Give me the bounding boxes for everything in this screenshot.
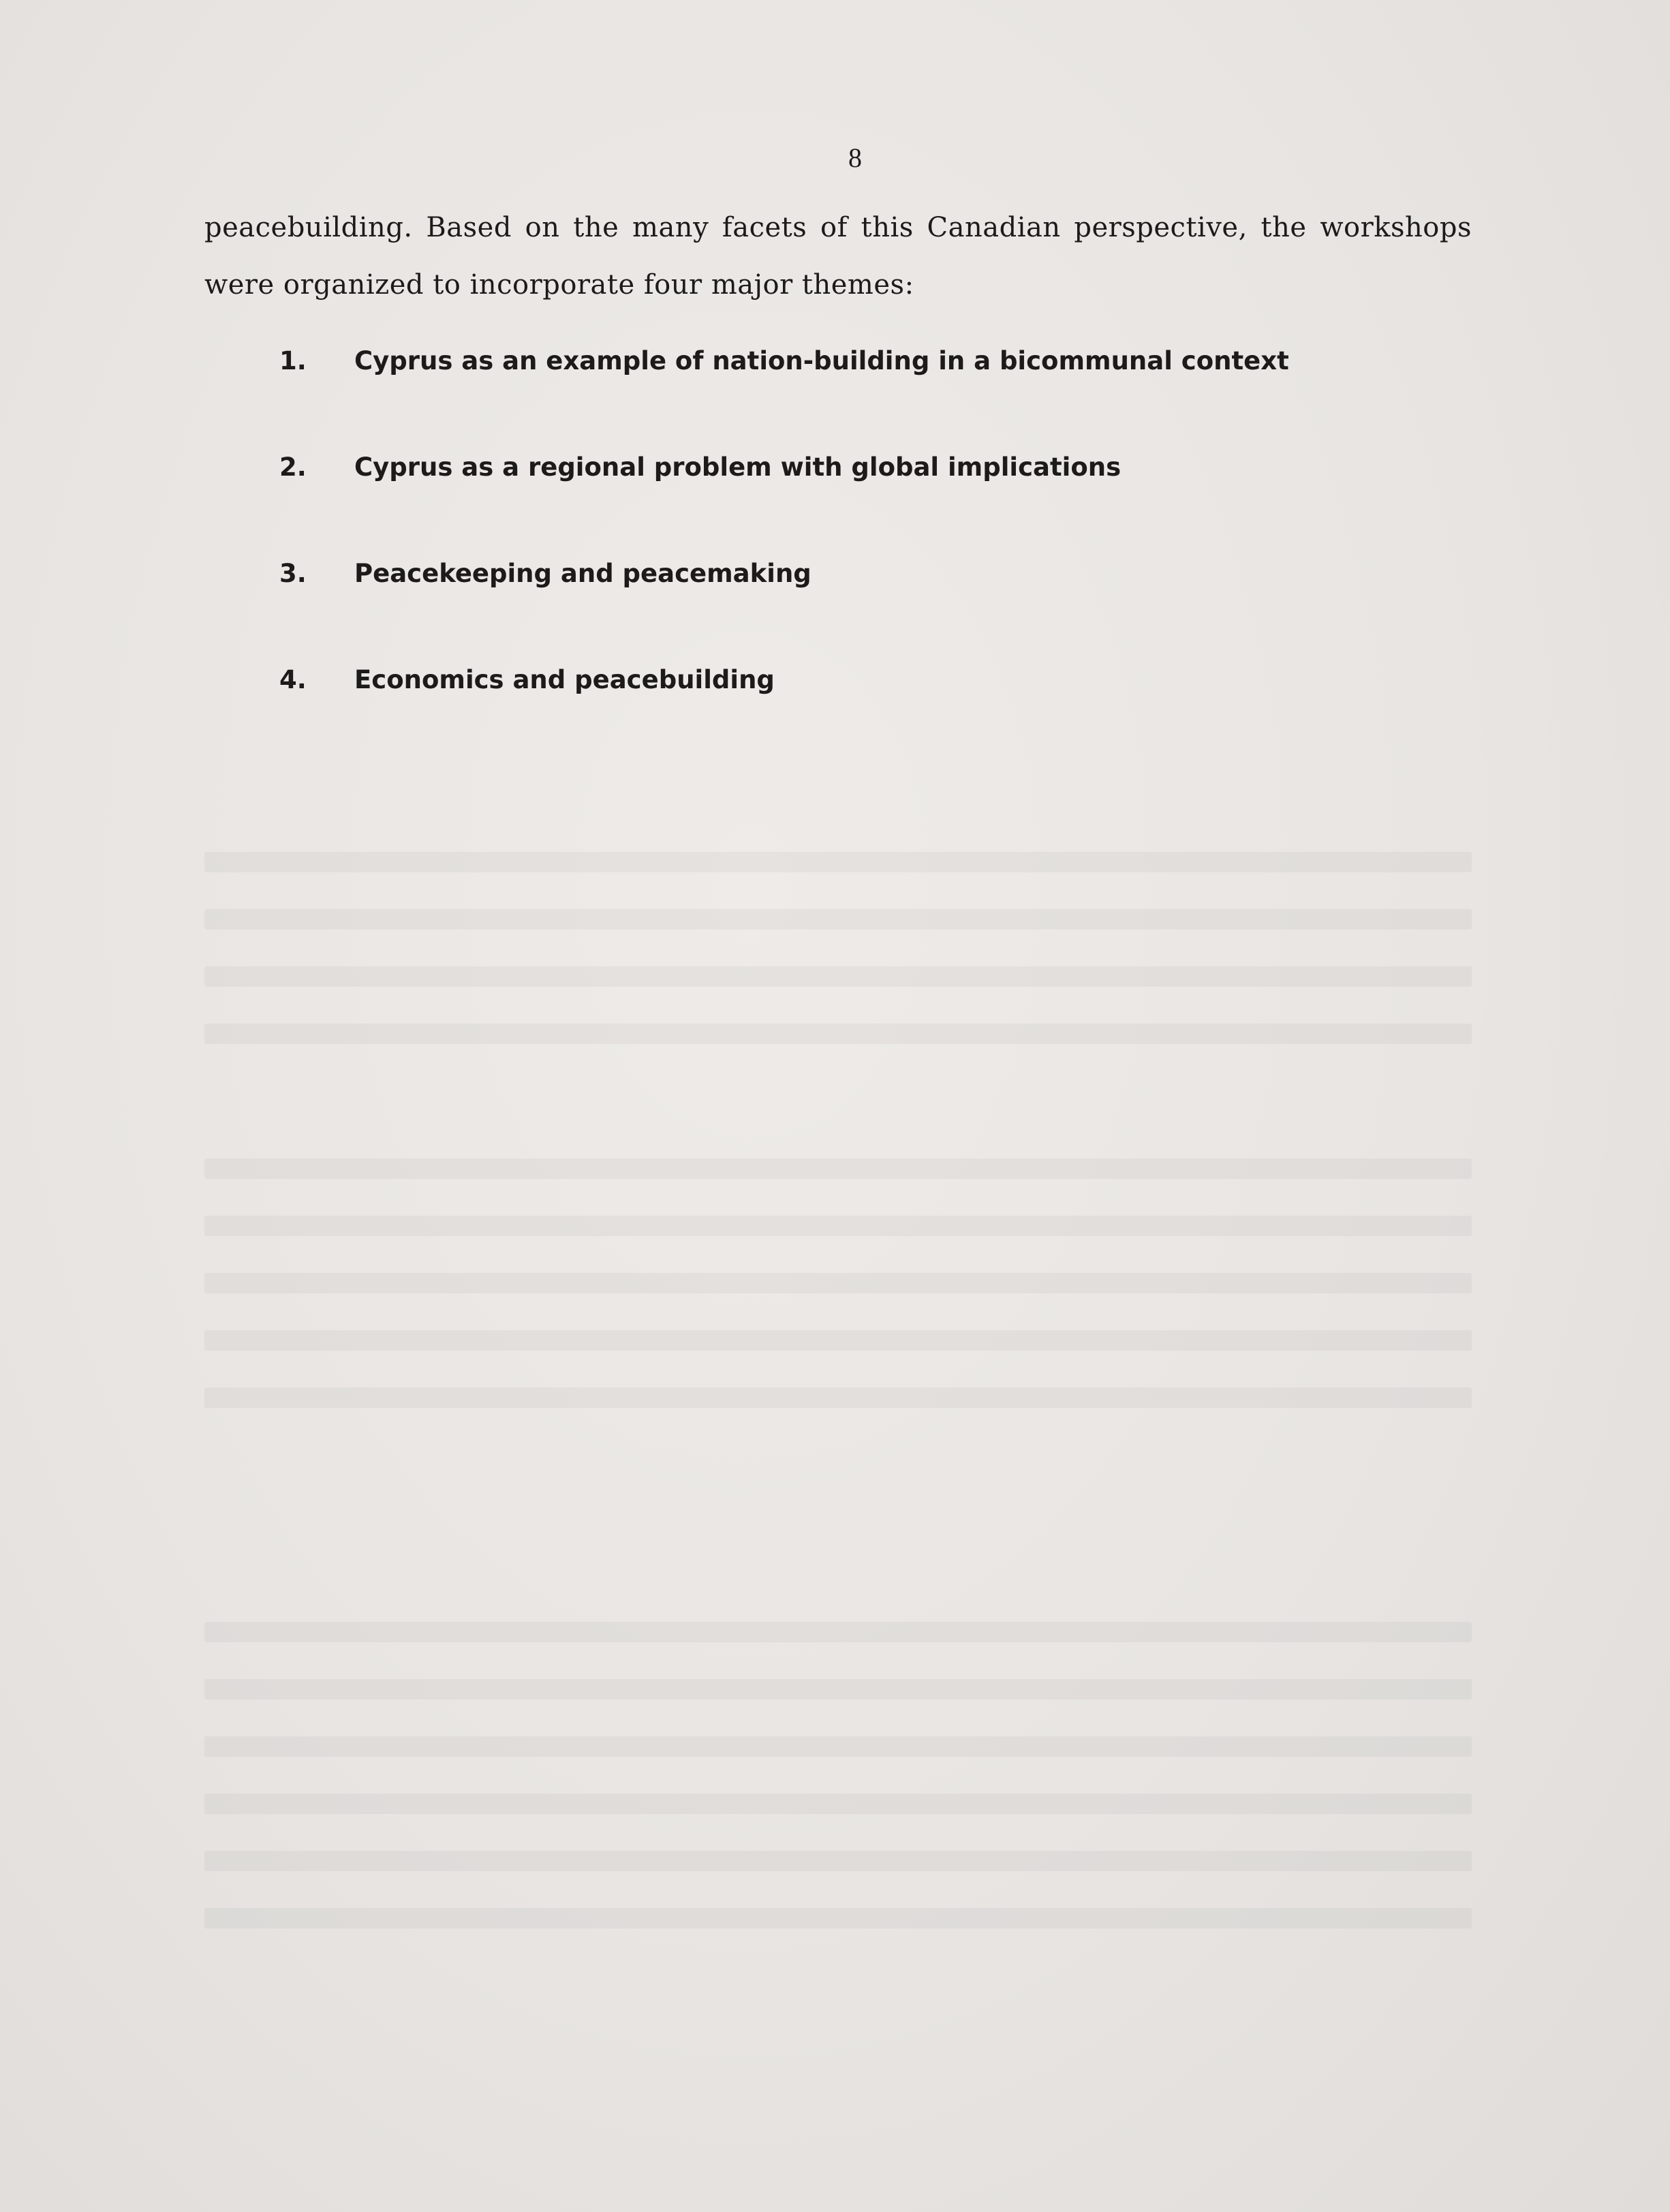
bleed-through-line bbox=[204, 1387, 1472, 1408]
bleed-through-line bbox=[204, 1851, 1472, 1871]
theme-number: 3. bbox=[279, 559, 307, 588]
theme-text: Economics and peacebuilding bbox=[354, 665, 775, 694]
bleed-through-line bbox=[204, 1158, 1472, 1179]
bleed-through-line bbox=[204, 1216, 1472, 1236]
bleed-through-line bbox=[204, 1908, 1472, 1929]
theme-text: Cyprus as a regional problem with global implications bbox=[354, 452, 1122, 482]
theme-text: Cyprus as an example of nation-building in a bicommunal context bbox=[354, 346, 1289, 375]
bleed-through-line bbox=[204, 1622, 1472, 1642]
themes-list bbox=[279, 341, 1506, 766]
intro-paragraph: peacebuilding. Based on the many facets of this Canadian perspective, the workshops were organized to incorporate four major themes: bbox=[204, 212, 1472, 301]
bleed-through-line bbox=[204, 852, 1472, 872]
theme-item bbox=[279, 660, 1506, 766]
page-number: 8 bbox=[848, 142, 862, 173]
bleed-through-line bbox=[204, 1273, 1472, 1293]
bleed-through-line bbox=[204, 1736, 1472, 1757]
theme-item bbox=[279, 553, 1506, 660]
bleed-through-line bbox=[204, 1794, 1472, 1814]
theme-number: 1. bbox=[279, 346, 307, 375]
theme-number: 4. bbox=[279, 665, 307, 694]
theme-item bbox=[279, 447, 1506, 553]
bleed-through-line bbox=[204, 966, 1472, 987]
theme-text: Peacekeeping and peacemaking bbox=[354, 559, 811, 588]
bleed-through-line bbox=[204, 1024, 1472, 1044]
bleed-through-line bbox=[204, 909, 1472, 930]
theme-number: 2. bbox=[279, 452, 307, 482]
bleed-through-line bbox=[204, 1679, 1472, 1700]
bleed-through-line bbox=[204, 1330, 1472, 1351]
theme-item bbox=[279, 341, 1506, 447]
